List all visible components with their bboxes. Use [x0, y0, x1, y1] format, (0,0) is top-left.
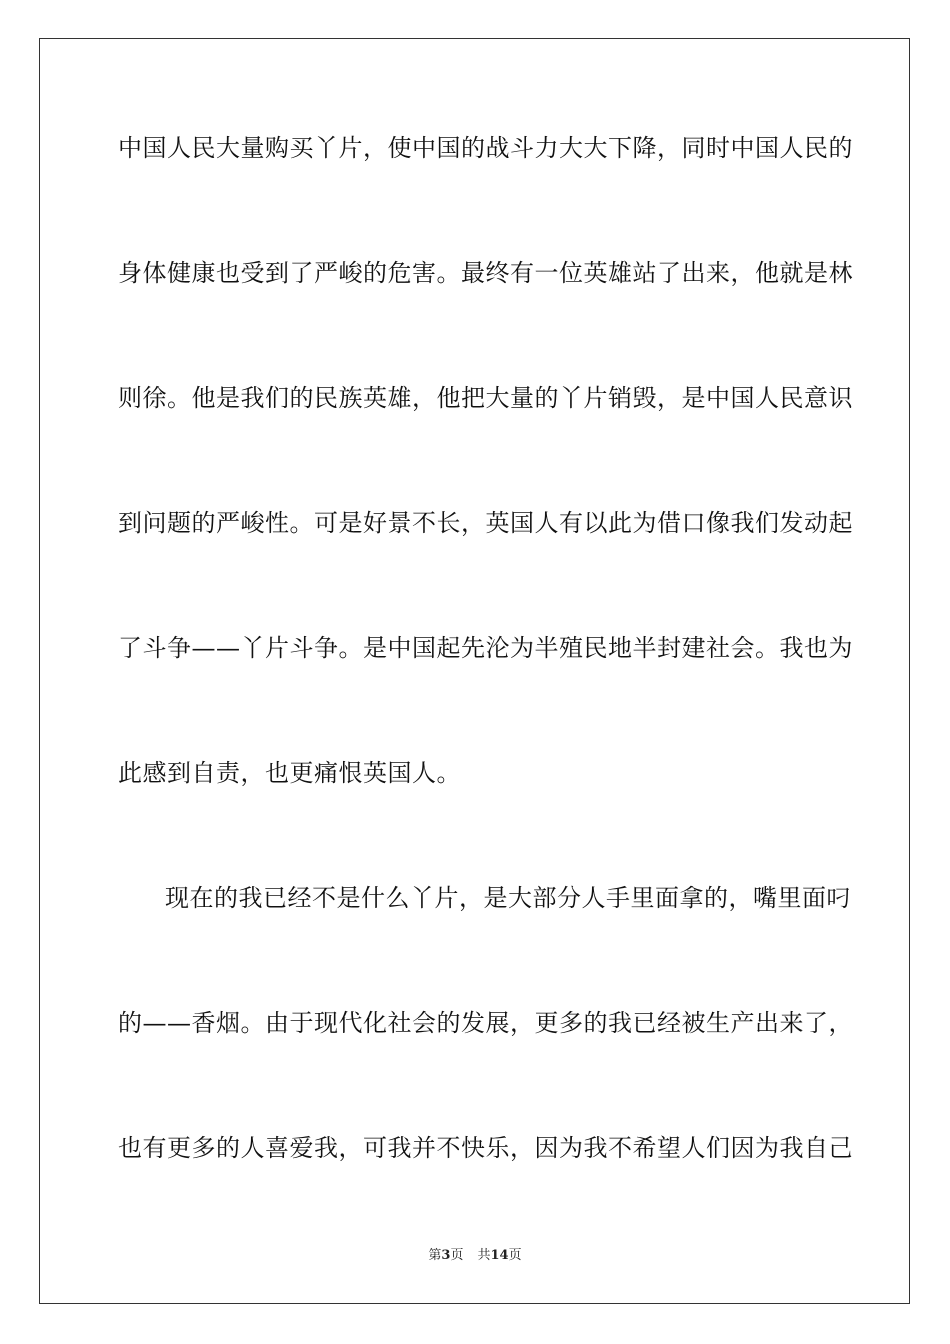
page-prefix: 第 — [428, 1248, 442, 1263]
body-line-9: 也有更多的人喜爱我，可我并不快乐，因为我不希望人们因为我自己 — [118, 1134, 853, 1162]
body-line-2: 身体健康也受到了严峻的危害。最终有一位英雄站了出来，他就是林 — [118, 259, 853, 287]
page-border — [39, 38, 910, 1304]
page-suffix: 页 — [450, 1248, 464, 1263]
total-prefix: 共 — [477, 1248, 491, 1263]
page-footer — [0, 1248, 950, 1264]
body-line-1: 中国人民大量购买丫片，使中国的战斗力大大下降，同时中国人民的 — [118, 134, 853, 162]
body-line-3: 则徐。他是我们的民族英雄，他把大量的丫片销毁，是中国人民意识 — [118, 384, 853, 412]
page-number: 3 — [441, 1248, 451, 1263]
body-line-7: 现在的我已经不是什么丫片，是大部分人手里面拿的，嘴里面叼 — [165, 884, 851, 912]
body-line-4: 到问题的严峻性。可是好景不长，英国人有以此为借口像我们发动起 — [118, 509, 853, 537]
body-line-5: 了斗争——丫片斗争。是中国起先沦为半殖民地半封建社会。我也为 — [118, 634, 853, 662]
total-suffix: 页 — [508, 1248, 522, 1263]
body-line-8: 的——香烟。由于现代化社会的发展，更多的我已经被生产出来了， — [118, 1009, 853, 1037]
total-pages: 14 — [490, 1248, 509, 1263]
body-line-6: 此感到自责，也更痛恨英国人。 — [118, 759, 461, 787]
